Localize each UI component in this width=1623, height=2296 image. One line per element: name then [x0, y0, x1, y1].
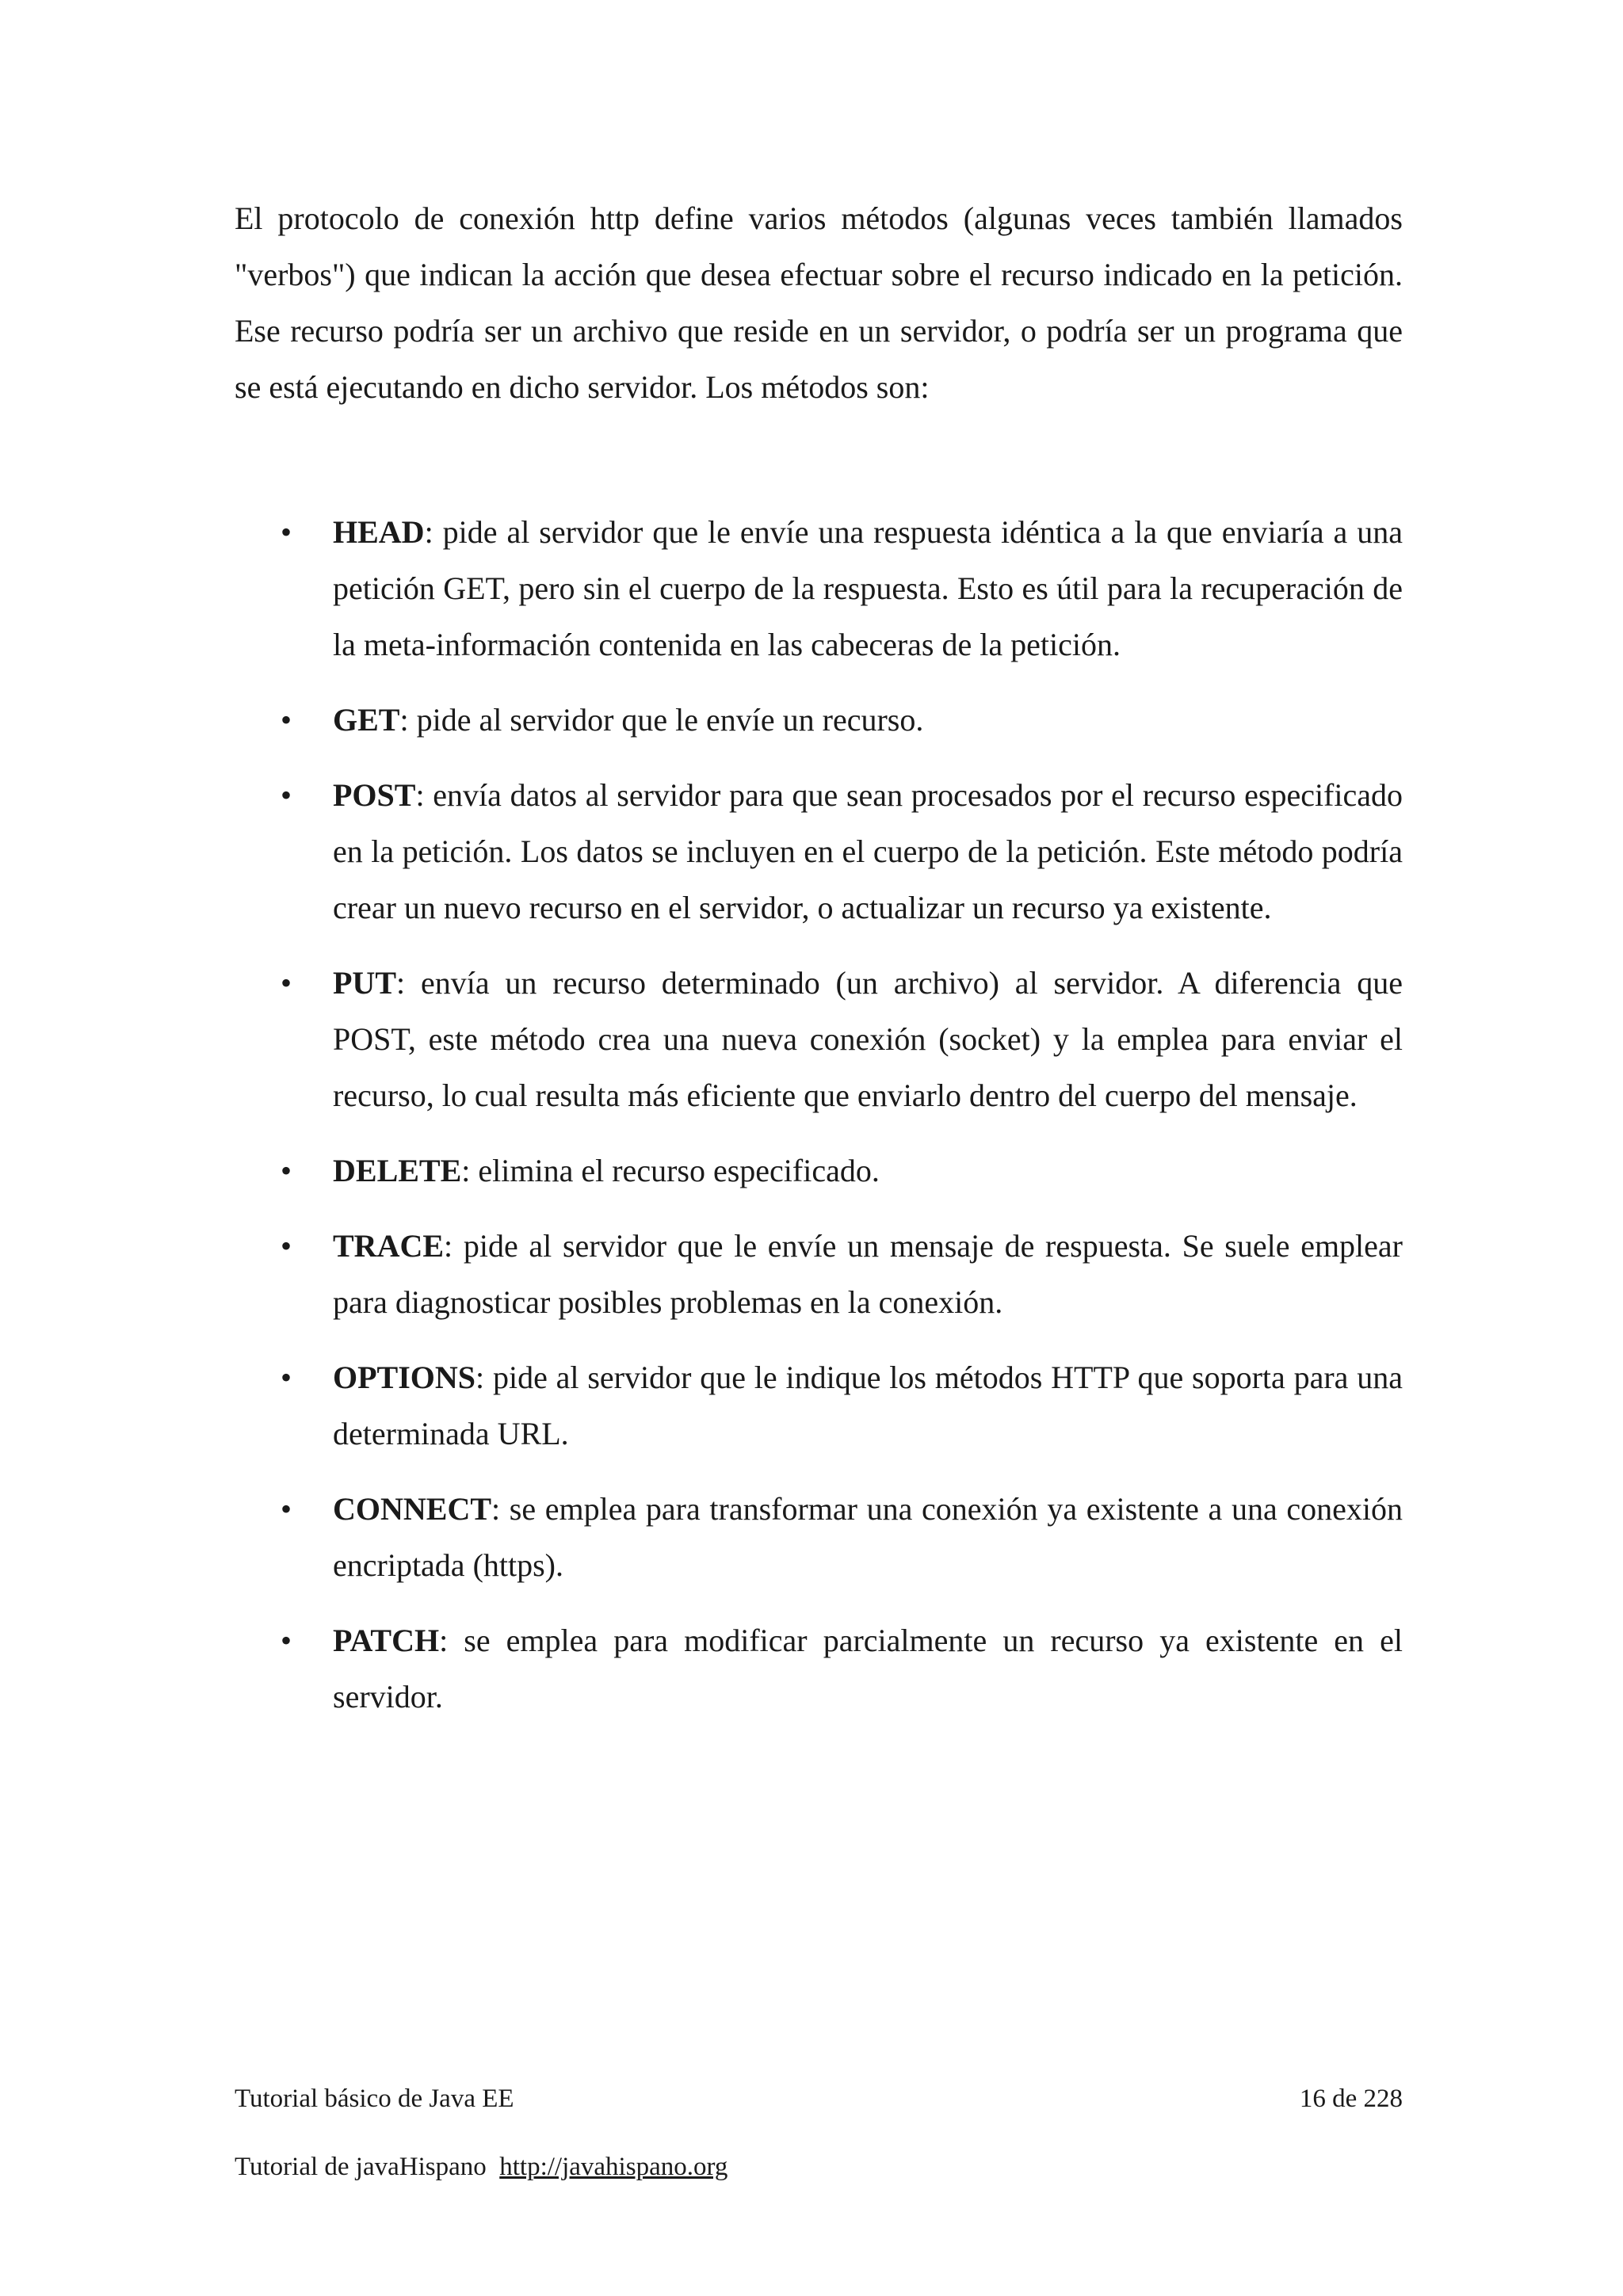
list-item — [235, 1349, 1403, 1462]
method-description: : pide al servidor que le envíe un recurso. — [399, 702, 924, 738]
bullet-icon: • — [281, 1360, 292, 1395]
method-name: PATCH — [333, 1623, 440, 1658]
method-description: : envía un recurso determinado (un archivo) al servidor. A diferencia que POST, este método crea una nueva conexión (socket) y la emplea para enviar el recurso, lo cual resulta más eficiente que enviarlo dentro del cuerpo del mensaje. — [333, 965, 1403, 1113]
method-name: CONNECT — [333, 1491, 492, 1527]
footer-site-link[interactable]: http://javahispano.org — [499, 2153, 728, 2181]
method-name: DELETE — [333, 1153, 462, 1188]
method-description: : pide al servidor que le envíe un mensaje de respuesta. Se suele emplear para diagnosticar posibles problemas en la conexión. — [333, 1228, 1403, 1320]
list-item — [235, 1612, 1403, 1725]
method-description: : elimina el recurso especificado. — [461, 1153, 880, 1188]
bullet-icon: • — [281, 1491, 292, 1527]
method-name: POST — [333, 777, 416, 813]
method-name: GET — [333, 702, 400, 738]
method-name: OPTIONS — [333, 1360, 476, 1395]
method-description: : envía datos al servidor para que sean procesados por el recurso especificado en la petición. Los datos se incluyen en el cuerpo de la petición. Este método podría crear un nuevo recurso en el servidor, o actualizar un recurso ya existente. — [333, 777, 1403, 925]
list-item — [235, 504, 1403, 673]
bullet-icon: • — [281, 965, 292, 1001]
bullet-icon: • — [281, 1228, 292, 1264]
footer-document-title: Tutorial básico de Java EE — [235, 2084, 514, 2113]
list-item — [235, 692, 1403, 748]
list-item — [235, 955, 1403, 1123]
http-methods-list — [235, 504, 1403, 1744]
footer-site-prefix: Tutorial de javaHispano — [235, 2153, 487, 2181]
method-name: PUT — [333, 965, 396, 1001]
list-item — [235, 767, 1403, 936]
method-name: TRACE — [333, 1228, 445, 1264]
footer-site — [235, 2149, 727, 2185]
bullet-icon: • — [281, 514, 292, 550]
list-item — [235, 1481, 1403, 1593]
footer-page-number: 16 de 228 — [1299, 2084, 1403, 2113]
method-name: HEAD — [333, 514, 425, 550]
method-description: : pide al servidor que le indique los métodos HTTP que soporta para una determinada URL. — [333, 1360, 1403, 1451]
method-description: : pide al servidor que le envíe una respuesta idéntica a la que enviaría a una petición GET, pero sin el cuerpo de la respuesta. Esto es útil para la recuperación de la meta-información contenida en las cabeceras de la petición. — [333, 514, 1403, 662]
method-description: : se emplea para modificar parcialmente un recurso ya existente en el servidor. — [333, 1623, 1403, 1714]
bullet-icon: • — [281, 777, 292, 813]
intro-paragraph: El protocolo de conexión http define varios métodos (algunas veces también llamados "verbos") que indican la acción que desea efectuar sobre el recurso indicado en la petición. Ese recurso podría ser un archivo que reside en un servidor, o podría ser un programa que se está ejecutando en dicho servidor. Los métodos son: — [235, 200, 1403, 405]
bullet-icon: • — [281, 702, 292, 738]
bullet-icon: • — [281, 1623, 292, 1658]
list-item — [235, 1142, 1403, 1199]
method-description: : se emplea para transformar una conexión ya existente a una conexión encriptada (https). — [333, 1491, 1403, 1583]
bullet-icon: • — [281, 1153, 292, 1188]
list-item — [235, 1218, 1403, 1330]
